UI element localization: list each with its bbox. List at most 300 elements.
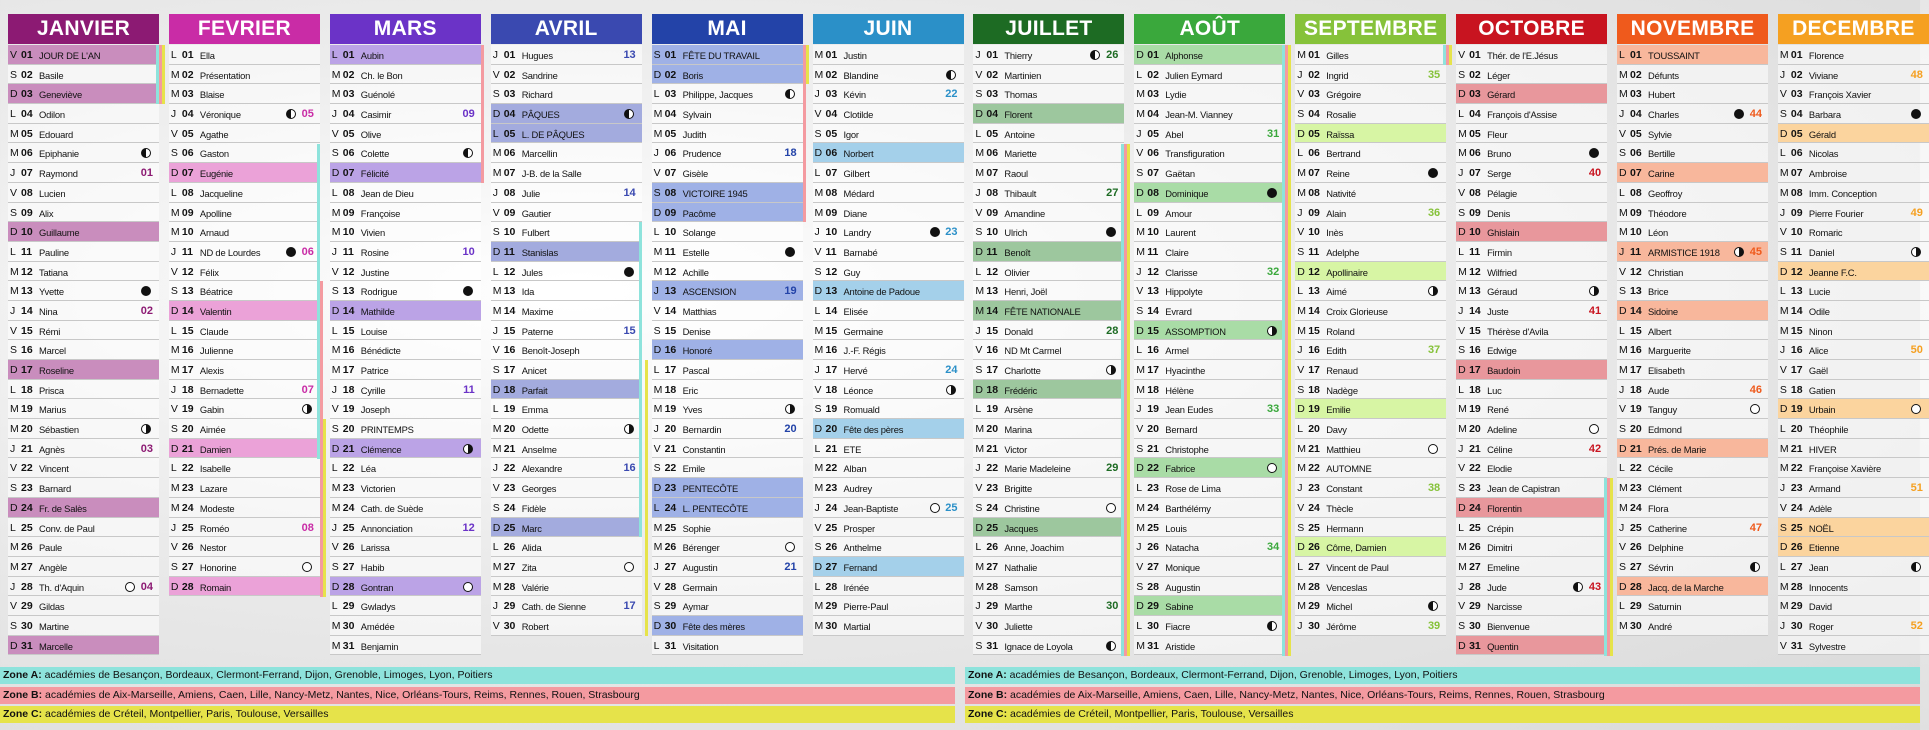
day-number: 27 bbox=[1469, 560, 1481, 573]
saint-name: Germaine bbox=[843, 325, 884, 337]
day-row bbox=[8, 242, 159, 262]
saint-name: Bénédicte bbox=[360, 345, 401, 357]
weekday-letter: M bbox=[1136, 639, 1146, 652]
weekday-letter: J bbox=[1458, 304, 1464, 317]
weekday-letter: J bbox=[975, 600, 981, 613]
day-number: 01 bbox=[825, 49, 838, 61]
saint-name: Fidèle bbox=[521, 502, 547, 514]
saint-name: Martial bbox=[843, 620, 871, 632]
last-quarter-moon-icon bbox=[1911, 562, 1921, 572]
day-row bbox=[1134, 183, 1285, 203]
weekday-letter: S bbox=[1619, 147, 1627, 160]
saint-name: Hippolyte bbox=[1165, 286, 1203, 298]
weekday-letter: M bbox=[1297, 462, 1306, 475]
day-number: 02 bbox=[825, 68, 838, 81]
saint-name: Fiacre bbox=[1165, 620, 1191, 632]
weekday-letter: M bbox=[1619, 206, 1628, 219]
day-row bbox=[1295, 360, 1446, 380]
day-row bbox=[813, 458, 964, 478]
day-row bbox=[1456, 222, 1607, 242]
day-row bbox=[813, 242, 964, 262]
day-row bbox=[491, 458, 642, 478]
day-row bbox=[330, 45, 481, 65]
weekday-letter: D bbox=[975, 108, 983, 121]
day-number: 14 bbox=[342, 304, 355, 317]
day-number: 10 bbox=[1790, 226, 1803, 239]
day-number: 16 bbox=[1790, 344, 1803, 357]
saint-name: Emma bbox=[521, 404, 548, 416]
day-number: 01 bbox=[21, 49, 33, 61]
day-row bbox=[1617, 419, 1768, 439]
week-number: 36 bbox=[1427, 206, 1441, 219]
month-column-3 bbox=[330, 14, 481, 655]
weekday-letter: V bbox=[1458, 324, 1466, 337]
weekday-letter: V bbox=[653, 580, 661, 593]
new-moon-icon bbox=[1734, 109, 1744, 119]
saint-name: Honorine bbox=[199, 561, 237, 573]
weekday-letter: L bbox=[1619, 186, 1625, 199]
saint-name: Brigitte bbox=[1004, 483, 1032, 495]
saint-name: Benoît-Joseph bbox=[521, 345, 580, 357]
weekday-letter: M bbox=[975, 442, 985, 455]
day-row bbox=[330, 183, 481, 203]
saint-name: Solange bbox=[682, 227, 716, 239]
saint-name: Edwige bbox=[1487, 345, 1517, 357]
day-row bbox=[1617, 65, 1768, 85]
day-number: 05 bbox=[664, 127, 677, 140]
weekday-letter: J bbox=[1779, 619, 1786, 632]
day-number: 16 bbox=[342, 344, 355, 357]
weekday-letter: D bbox=[1619, 304, 1627, 317]
saint-name: Marc bbox=[521, 522, 542, 534]
day-number: 30 bbox=[986, 619, 999, 632]
day-row bbox=[330, 124, 481, 144]
saint-name: Dimitri bbox=[1487, 542, 1513, 554]
day-number: 10 bbox=[825, 226, 838, 239]
day-row bbox=[8, 340, 159, 360]
month-column-2 bbox=[169, 14, 320, 596]
full-moon-icon bbox=[930, 503, 940, 513]
weekday-letter: J bbox=[653, 147, 659, 160]
day-row bbox=[973, 478, 1124, 498]
weekday-letter: J bbox=[975, 186, 981, 199]
saint-name: Jérôme bbox=[1326, 620, 1357, 632]
weekday-letter: V bbox=[1297, 501, 1305, 514]
day-row bbox=[652, 104, 803, 124]
day-row bbox=[1617, 360, 1768, 380]
day-row bbox=[1134, 419, 1285, 439]
saint-name: Céline bbox=[1487, 443, 1513, 455]
day-row bbox=[652, 163, 803, 183]
saint-name: Lazare bbox=[199, 483, 228, 495]
day-row bbox=[973, 281, 1124, 301]
day-row bbox=[169, 419, 320, 439]
day-number: 05 bbox=[1469, 127, 1481, 140]
saint-name: Parfait bbox=[521, 384, 548, 396]
weekday-letter: M bbox=[975, 304, 985, 317]
saint-name: Evrard bbox=[1165, 305, 1192, 317]
saint-name: PÂQUES bbox=[521, 109, 560, 121]
day-row bbox=[491, 399, 642, 419]
saint-name: Thomas bbox=[1004, 89, 1038, 101]
saint-name: Joseph bbox=[360, 404, 390, 416]
day-number: 13 bbox=[1308, 285, 1320, 298]
saint-name: Jules bbox=[521, 266, 543, 278]
weekday-letter: M bbox=[1619, 344, 1628, 357]
saint-name: Nathalie bbox=[1004, 561, 1038, 573]
saint-name: Alexandre bbox=[521, 463, 563, 475]
calendar-grid bbox=[0, 14, 1923, 657]
day-row bbox=[1778, 65, 1929, 85]
saint-name: Anthelme bbox=[843, 542, 882, 554]
day-number: 23 bbox=[1308, 482, 1320, 495]
day-row bbox=[1134, 242, 1285, 262]
day-row bbox=[1134, 478, 1285, 498]
saint-name: Agnès bbox=[39, 443, 65, 455]
day-number: 07 bbox=[181, 167, 194, 180]
day-row bbox=[813, 321, 964, 341]
saint-name: Pélagie bbox=[1487, 187, 1517, 199]
day-row bbox=[1295, 262, 1446, 282]
weekday-letter: J bbox=[170, 521, 177, 534]
saint-name: Jacques bbox=[1004, 522, 1038, 534]
day-row bbox=[8, 596, 159, 616]
day-number: 31 bbox=[342, 639, 355, 652]
day-row bbox=[813, 65, 964, 85]
day-row bbox=[1617, 458, 1768, 478]
day-row bbox=[652, 203, 803, 223]
day-number: 04 bbox=[181, 108, 194, 121]
day-row bbox=[491, 360, 642, 380]
day-row bbox=[1617, 498, 1768, 518]
weekday-letter: L bbox=[1458, 108, 1464, 121]
first-quarter-moon-icon bbox=[1428, 286, 1438, 296]
day-number: 24 bbox=[664, 501, 677, 514]
last-quarter-moon-icon bbox=[1090, 50, 1100, 60]
day-row bbox=[1778, 301, 1929, 321]
saint-name: Audrey bbox=[843, 483, 873, 495]
weekday-letter: S bbox=[1297, 108, 1305, 121]
saint-name: Paule bbox=[39, 542, 62, 554]
day-row bbox=[330, 616, 481, 636]
weekday-letter: V bbox=[653, 442, 661, 455]
day-number: 22 bbox=[1469, 462, 1481, 475]
day-row bbox=[8, 183, 159, 203]
day-number: 24 bbox=[986, 501, 999, 514]
day-row bbox=[1134, 340, 1285, 360]
saint-name: Vincent bbox=[39, 463, 69, 475]
day-row bbox=[1617, 380, 1768, 400]
day-number: 14 bbox=[986, 304, 999, 317]
weekday-letter: D bbox=[492, 108, 501, 121]
saint-name: Véronique bbox=[199, 109, 241, 121]
last-quarter-moon-icon bbox=[1750, 562, 1760, 572]
day-row bbox=[491, 203, 642, 223]
day-number: 13 bbox=[1147, 285, 1159, 298]
day-number: 22 bbox=[181, 462, 194, 475]
weekday-letter: M bbox=[1297, 580, 1306, 593]
saint-name: Flora bbox=[1648, 502, 1669, 514]
day-row bbox=[1456, 203, 1607, 223]
day-row bbox=[491, 478, 642, 498]
weekday-letter: V bbox=[1619, 403, 1627, 416]
weekday-letter: M bbox=[1458, 127, 1467, 140]
day-row bbox=[1778, 577, 1929, 597]
weekday-letter: M bbox=[331, 88, 341, 101]
day-number: 29 bbox=[825, 600, 838, 613]
day-number: 15 bbox=[664, 324, 677, 337]
weekday-letter: M bbox=[331, 364, 341, 376]
week-number: 11 bbox=[463, 383, 475, 396]
full-moon-icon bbox=[785, 542, 795, 552]
month-header: MAI bbox=[652, 14, 803, 44]
week-number: 34 bbox=[1267, 541, 1280, 554]
weekday-letter: D bbox=[1779, 127, 1788, 140]
saint-name: Tatiana bbox=[39, 266, 68, 278]
saint-name: Nicolas bbox=[1808, 148, 1839, 160]
day-row bbox=[1295, 616, 1446, 636]
day-number: 21 bbox=[342, 442, 355, 455]
weekday-letter: M bbox=[1458, 265, 1467, 278]
weekday-letter: S bbox=[331, 147, 339, 160]
weekday-letter: D bbox=[331, 442, 340, 455]
day-row bbox=[973, 458, 1124, 478]
saint-name: Fête des pères bbox=[843, 424, 904, 436]
day-number: 29 bbox=[503, 600, 516, 613]
saint-name: HIVER bbox=[1808, 443, 1837, 455]
new-moon-icon bbox=[286, 247, 296, 257]
weekday-letter: J bbox=[10, 304, 16, 317]
saint-name: Marius bbox=[39, 404, 66, 416]
last-quarter-moon-icon bbox=[624, 109, 634, 119]
weekday-letter: J bbox=[10, 167, 16, 180]
saint-name: Frédéric bbox=[1004, 384, 1038, 396]
day-row bbox=[813, 399, 964, 419]
saint-name: Matthieu bbox=[1326, 443, 1361, 455]
week-number: 50 bbox=[1910, 344, 1923, 357]
day-row bbox=[169, 281, 320, 301]
weekday-letter: M bbox=[1779, 304, 1789, 317]
day-number: 04 bbox=[21, 108, 33, 121]
weekday-letter: D bbox=[653, 344, 662, 357]
saint-name: Félicité bbox=[360, 168, 389, 180]
day-row bbox=[1134, 616, 1285, 636]
saint-name: Pauline bbox=[39, 246, 69, 258]
saint-name: Crépin bbox=[1487, 522, 1514, 534]
day-row bbox=[1456, 419, 1607, 439]
day-row bbox=[491, 577, 642, 597]
day-row bbox=[813, 478, 964, 498]
week-number: 40 bbox=[1588, 167, 1602, 180]
day-row bbox=[1134, 222, 1285, 242]
day-row bbox=[1295, 163, 1446, 183]
saint-name: Pierre-Paul bbox=[843, 601, 889, 613]
saint-name: Apollinaire bbox=[1326, 266, 1368, 278]
weekday-letter: D bbox=[1619, 442, 1627, 455]
weekday-letter: M bbox=[814, 482, 824, 495]
day-row bbox=[1778, 419, 1929, 439]
saint-name: Vivien bbox=[360, 227, 385, 239]
day-number: 12 bbox=[21, 265, 33, 278]
day-number: 26 bbox=[342, 541, 355, 554]
weekday-letter: J bbox=[975, 462, 981, 475]
zone-legend-row-a bbox=[0, 667, 955, 684]
saint-name: Elisée bbox=[843, 305, 868, 317]
day-row bbox=[491, 84, 642, 104]
weekday-letter: L bbox=[814, 580, 821, 593]
weekday-letter: M bbox=[331, 344, 341, 357]
day-number: 29 bbox=[1308, 600, 1320, 613]
day-number: 06 bbox=[503, 147, 516, 160]
saint-name: Pierre Fourier bbox=[1808, 207, 1864, 219]
weekday-letter: V bbox=[492, 68, 500, 81]
weekday-letter: M bbox=[331, 619, 341, 632]
saint-name: Angèle bbox=[39, 561, 67, 573]
weekday-letter: M bbox=[170, 501, 180, 514]
saint-name: Jean-M. Vianney bbox=[1165, 109, 1233, 121]
day-number: 27 bbox=[825, 560, 838, 573]
saint-name: Clarisse bbox=[1165, 266, 1198, 278]
weekday-letter: D bbox=[653, 482, 662, 495]
day-row bbox=[8, 419, 159, 439]
weekday-letter: S bbox=[1458, 344, 1466, 357]
weekday-letter: J bbox=[1779, 344, 1786, 357]
last-quarter-moon-icon bbox=[1428, 601, 1438, 611]
day-row bbox=[1778, 596, 1929, 616]
day-row bbox=[491, 616, 642, 636]
day-row bbox=[330, 458, 481, 478]
full-moon-icon bbox=[1267, 463, 1277, 473]
saint-name: François Xavier bbox=[1808, 89, 1872, 101]
day-number: 03 bbox=[21, 88, 33, 101]
day-number: 07 bbox=[1308, 167, 1320, 180]
day-row bbox=[1456, 65, 1607, 85]
day-row bbox=[169, 321, 320, 341]
day-number: 18 bbox=[181, 383, 194, 396]
new-moon-icon bbox=[1267, 188, 1277, 198]
weekday-letter: J bbox=[1297, 619, 1303, 632]
day-row bbox=[813, 262, 964, 282]
weekday-letter: V bbox=[1619, 541, 1627, 554]
day-number: 04 bbox=[1790, 108, 1803, 121]
saint-name: Fabrice bbox=[1165, 463, 1196, 475]
week-number: 02 bbox=[140, 304, 153, 317]
day-row bbox=[1134, 45, 1285, 65]
day-row bbox=[973, 419, 1124, 439]
weekday-letter: L bbox=[1458, 245, 1464, 258]
day-row bbox=[8, 222, 159, 242]
weekday-letter: M bbox=[492, 285, 502, 298]
saint-name: Honoré bbox=[682, 345, 713, 357]
day-number: 11 bbox=[664, 245, 676, 258]
day-row bbox=[1456, 458, 1607, 478]
weekday-letter: M bbox=[492, 147, 502, 160]
day-number: 04 bbox=[1630, 108, 1642, 121]
saint-name: Innocents bbox=[1808, 581, 1848, 593]
first-quarter-moon-icon bbox=[1589, 286, 1599, 296]
zone-a-holiday-bar bbox=[639, 222, 642, 537]
day-row bbox=[973, 124, 1124, 144]
weekday-letter: D bbox=[1779, 541, 1788, 554]
day-row bbox=[330, 65, 481, 85]
saint-name: Urbain bbox=[1808, 404, 1836, 416]
saint-name: Visitation bbox=[682, 640, 719, 652]
saint-name: ETE bbox=[843, 443, 862, 455]
weekday-letter: V bbox=[1779, 501, 1787, 514]
day-number: 27 bbox=[1147, 560, 1159, 573]
day-row bbox=[330, 557, 481, 577]
day-row bbox=[813, 222, 964, 242]
day-row bbox=[1778, 203, 1929, 223]
weekday-letter: M bbox=[1297, 442, 1306, 455]
day-row bbox=[652, 498, 803, 518]
weekday-letter: J bbox=[1297, 482, 1303, 495]
day-row bbox=[1778, 636, 1929, 656]
month-column-10 bbox=[1456, 14, 1607, 655]
saint-name: Epiphanie bbox=[39, 148, 79, 160]
weekday-letter: M bbox=[170, 68, 180, 81]
day-list bbox=[652, 45, 803, 655]
day-number: 19 bbox=[1147, 403, 1159, 416]
day-number: 22 bbox=[21, 462, 33, 475]
weekday-letter: L bbox=[170, 186, 177, 199]
saint-name: Sébastien bbox=[39, 424, 79, 436]
saint-name: Martinien bbox=[1004, 69, 1042, 81]
saint-name: Médard bbox=[843, 187, 875, 199]
day-number: 25 bbox=[1147, 521, 1159, 534]
weekday-letter: M bbox=[1619, 619, 1628, 632]
weekday-letter: M bbox=[814, 344, 824, 357]
weekday-letter: M bbox=[10, 147, 19, 160]
week-number: 04 bbox=[140, 580, 153, 593]
day-number: 09 bbox=[503, 206, 516, 219]
day-number: 23 bbox=[986, 482, 999, 495]
weekday-letter: S bbox=[814, 541, 822, 554]
weekday-letter: M bbox=[975, 423, 985, 436]
saint-name: Inès bbox=[1326, 227, 1344, 239]
zone-b-holiday-bar bbox=[481, 45, 484, 183]
zone-legend-row-c bbox=[965, 706, 1920, 723]
saint-name: Emilie bbox=[1326, 404, 1351, 416]
weekday-letter: J bbox=[1619, 521, 1625, 534]
day-row bbox=[1295, 321, 1446, 341]
weekday-letter: S bbox=[492, 364, 500, 376]
day-number: 21 bbox=[503, 442, 516, 455]
day-row bbox=[491, 419, 642, 439]
weekday-letter: M bbox=[1136, 383, 1146, 396]
saint-name: Gautier bbox=[521, 207, 552, 219]
day-number: 14 bbox=[1469, 304, 1481, 317]
saint-name: Roland bbox=[1326, 325, 1355, 337]
saint-name: Justin bbox=[843, 50, 867, 61]
weekday-letter: L bbox=[10, 245, 16, 258]
day-number: 01 bbox=[986, 49, 999, 61]
day-number: 09 bbox=[1790, 206, 1803, 219]
day-number: 12 bbox=[1147, 265, 1159, 278]
weekday-letter: J bbox=[492, 186, 498, 199]
weekday-letter: M bbox=[653, 383, 663, 396]
weekday-letter: M bbox=[1297, 324, 1306, 337]
week-number: 05 bbox=[301, 108, 314, 121]
day-row bbox=[1295, 340, 1446, 360]
month-header: AVRIL bbox=[491, 14, 642, 44]
saint-name: Roméo bbox=[199, 522, 230, 534]
weekday-letter: M bbox=[331, 206, 341, 219]
saint-name: Gaël bbox=[1808, 365, 1828, 376]
saint-name: Jean de Dieu bbox=[360, 187, 414, 199]
saint-name: Marthe bbox=[1004, 601, 1033, 613]
day-number: 06 bbox=[986, 147, 999, 160]
